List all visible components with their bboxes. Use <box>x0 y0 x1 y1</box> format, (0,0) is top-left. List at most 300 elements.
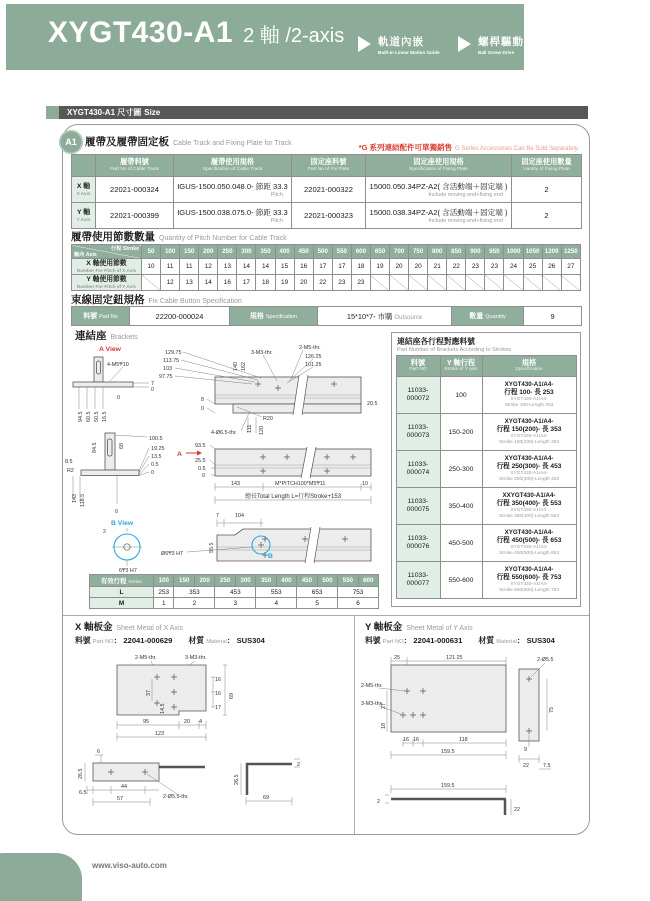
b-element: 規格 <box>249 313 264 320</box>
dimension-label: R20 <box>263 416 273 422</box>
table-cell: 1200 <box>542 245 561 259</box>
rect-element <box>97 361 101 374</box>
table-cell: 1 <box>154 598 174 609</box>
table-cell: 553 <box>256 587 297 598</box>
table-cell: 18 <box>256 275 275 291</box>
table-cell: 22200-000024 <box>130 307 230 326</box>
dimension-label: 16 <box>215 691 221 697</box>
table-cell <box>485 275 504 291</box>
table-cell: 26 <box>542 259 561 275</box>
mat-label-zh: 材質 <box>188 636 205 645</box>
table-cell: 11033-000074 <box>396 451 440 488</box>
span-element: XYGT430-A1/A4- <box>510 396 548 402</box>
table-cell: 800 <box>428 245 447 259</box>
section-title <box>59 106 588 119</box>
span-element: IGUS-1500.050.048.0- 節距 33.3 <box>177 182 288 191</box>
table-row <box>72 259 581 275</box>
dimension-label: 2-M5-thr. <box>361 683 383 689</box>
dimension-label: 69 <box>229 693 235 699</box>
table-cell <box>482 488 576 525</box>
rect-element <box>73 382 133 387</box>
table-cell <box>366 203 512 229</box>
span-element: XYGT430-A1/A4- <box>504 381 554 389</box>
title-zh: 連結座 <box>75 330 107 342</box>
table-cell: 13 <box>218 259 237 275</box>
span-element: Include moving end+fixing end <box>428 218 503 224</box>
table-cell: 14 <box>237 259 256 275</box>
dimension-label: 0.5 <box>198 466 206 472</box>
table-row <box>90 575 379 587</box>
badge-zh: 軌道內嵌 <box>378 36 424 48</box>
i-element: Quantity <box>485 314 506 320</box>
b-element: 料號 <box>83 313 98 320</box>
table-cell: 22021-000399 <box>96 203 174 229</box>
table-cell <box>447 275 466 291</box>
span-element: Part No of Cable Track <box>110 166 159 172</box>
table-cell: 24 <box>504 259 523 275</box>
span-element: Specification <box>515 367 543 373</box>
dimension-label: 18 <box>381 723 387 729</box>
table-cell: 23 <box>485 259 504 275</box>
table-cell <box>440 356 482 377</box>
table-cell <box>72 259 142 275</box>
dimension-label: 16 <box>403 737 409 743</box>
dimension-label: 7 <box>216 513 219 519</box>
dimension-label: 2 <box>297 762 300 768</box>
path-element <box>147 774 177 794</box>
table-cell: 9 <box>524 307 582 326</box>
table-cell: 700 <box>390 245 409 259</box>
span-element: Stroke 250(300)-Length 453 <box>498 476 559 482</box>
table-cell: 19 <box>370 259 389 275</box>
span-element: Stroke 100-Length 253 <box>504 402 554 408</box>
dimension-label: 20 <box>184 719 190 725</box>
tbody-element <box>90 575 379 609</box>
table-cell: 100 <box>161 245 180 259</box>
table-cell: 12 <box>199 259 218 275</box>
span-element: 行程 550(600)- 長 753 <box>496 573 562 581</box>
dimension-label: 143 <box>72 494 78 503</box>
title-en: Sheet Metal of Y Axis <box>406 625 473 632</box>
colon: ： <box>403 636 412 645</box>
dimension-label: Ø6₸3 H7 <box>161 551 184 557</box>
feature-badge-guide <box>358 34 440 55</box>
dimension-label: 159.5 <box>441 749 455 755</box>
table-cell <box>72 245 142 259</box>
dimension-label: 16 <box>413 737 419 743</box>
table-cell: 150 <box>180 245 199 259</box>
table-cell <box>390 275 409 291</box>
table-cell <box>482 525 576 562</box>
table-cell: 16 <box>218 275 237 291</box>
dimension-label: 104 <box>235 513 244 519</box>
table-cell: 950 <box>485 245 504 259</box>
table-row <box>396 525 576 562</box>
title-zh: Y 軸板金 <box>365 622 403 633</box>
b-element: 有效行程 <box>100 578 127 585</box>
table-row <box>72 177 582 203</box>
span-element: 15000.038.34PZ-A2( 含活動端＋固定端 ) <box>369 208 508 217</box>
triangle-icon <box>458 36 471 52</box>
dimension-label: 118 <box>459 737 468 743</box>
part-label-zh: 料號 <box>75 636 91 645</box>
note-zh: *G 系列連結配件可單獨銷售 <box>358 143 453 152</box>
dimension-label: 10 <box>362 481 368 487</box>
table-cell: 22021-000324 <box>96 177 174 203</box>
dimension-label: 2-M5-thr. <box>299 345 321 351</box>
span-element: Number For Pitch of X Axis <box>76 267 137 273</box>
stroke-table <box>89 574 379 609</box>
dimension-label: 84.5 <box>92 442 98 453</box>
table-cell <box>542 275 561 291</box>
dimension-label: 0 <box>117 395 120 401</box>
table-row <box>72 275 581 291</box>
table-cell: 550 <box>332 245 351 259</box>
table-cell: 15 <box>275 259 294 275</box>
tbody-element <box>72 245 581 291</box>
title-zh: 履帶及履帶固定板 <box>85 136 169 148</box>
dimension-label: 123 <box>155 731 164 737</box>
table-cell: 2 <box>174 598 215 609</box>
dimension-label: 22 <box>523 763 529 769</box>
table-cell: 200 <box>194 575 214 587</box>
part-label-en: Part NO <box>382 639 404 645</box>
dimension-label: 75 <box>549 707 555 713</box>
section-marker <box>46 106 59 119</box>
title-en: Cable Track and Fixing Plate for Track <box>173 140 292 147</box>
table-cell: L <box>90 587 154 598</box>
dimension-label: 143 <box>231 481 240 487</box>
table-row <box>396 451 576 488</box>
table-cell: 250 <box>215 575 235 587</box>
rect-element <box>81 470 139 476</box>
dimension-label: 37 <box>146 690 152 696</box>
table-cell: 20 <box>390 259 409 275</box>
title-en: Quantity of Pitch Number for Cable Track <box>159 235 287 242</box>
table-cell: 100 <box>154 575 174 587</box>
table-cell <box>396 356 440 377</box>
table-cell: 2 <box>512 177 582 203</box>
polygon-element <box>217 529 371 561</box>
table-cell <box>366 177 512 203</box>
dimension-label: 0 <box>202 473 205 479</box>
dimension-label: 97.75 <box>159 374 173 380</box>
table-cell: 450-500 <box>440 525 482 562</box>
dimension-label: R2 <box>67 468 74 474</box>
rect-element <box>108 439 113 456</box>
table-cell <box>142 275 161 291</box>
path-element <box>246 763 292 795</box>
content-card <box>62 124 590 835</box>
sheet-y-partrow <box>365 635 569 646</box>
path-element <box>112 528 142 547</box>
dimension-label: 16.5 <box>102 411 108 422</box>
dimension-label: 111 <box>247 424 253 433</box>
table-row <box>396 562 576 599</box>
path-element <box>210 445 215 475</box>
dimension-label: 126.25 <box>305 354 322 360</box>
table-cell: 500 <box>313 245 332 259</box>
table-cell: 200 <box>199 245 218 259</box>
table-cell: 300 <box>237 245 256 259</box>
table-cell: 12 <box>161 275 180 291</box>
sheet-x-drawing <box>65 651 354 829</box>
dimension-label: 6.5 <box>79 790 87 796</box>
dimension-label: 101.25 <box>305 362 322 368</box>
dimension-label: 0 <box>201 406 204 412</box>
table-cell: 150-200 <box>440 414 482 451</box>
feature-badge-screw <box>458 34 524 55</box>
table-cell: 15*10*7- 市購 Outsource <box>318 307 452 326</box>
dimension-label: 44 <box>121 784 127 790</box>
section-bar <box>46 106 588 119</box>
table-cell: 17 <box>332 259 351 275</box>
table-cell: 450 <box>297 575 317 587</box>
part-no: 22041-000631 <box>413 636 463 645</box>
dimension-label: 8 <box>201 397 204 403</box>
dimension-label: 118.5 <box>80 493 86 507</box>
span-element: Specification of Fixing Plate <box>409 166 468 172</box>
span-element: XYGT430-A1/A4- <box>510 470 548 476</box>
dimension-label: 121.25 <box>446 655 463 661</box>
span-element: Stroke 450(500)-Length 653 <box>498 550 559 556</box>
path-element <box>217 519 263 527</box>
table-cell: 1050 <box>523 245 542 259</box>
table-cell: 500 <box>317 575 337 587</box>
span-element: 規格 <box>521 357 537 367</box>
dimension-label: B View <box>111 520 134 527</box>
dimension-label: 3-M3-thr. <box>251 350 273 356</box>
span-element: 行程 Stroke <box>111 246 139 252</box>
colon: ： <box>226 636 235 645</box>
dimension-label: 14.5 <box>160 703 166 714</box>
header-band <box>6 4 524 70</box>
span-element: Y 軸行程 <box>446 357 476 367</box>
table-cell: 100 <box>440 377 482 414</box>
dimension-label: 9 <box>524 747 527 753</box>
table-cell <box>72 203 96 229</box>
horizontal-divider <box>63 615 589 616</box>
title-en: Sheet Metal of X Axis <box>116 625 184 632</box>
title-group <box>48 16 344 50</box>
table-cell: 250-300 <box>440 451 482 488</box>
badge-zh: 螺桿驅動 <box>478 36 524 48</box>
span-element: 固定座料號 <box>310 157 347 167</box>
span-element: 行程 250(300)- 長 453 <box>496 462 562 470</box>
span-element: Specification of Cable Track <box>202 166 263 172</box>
dimension-label: 103 <box>163 366 172 372</box>
table-cell: 3 <box>215 598 256 609</box>
table-cell: 150 <box>174 575 194 587</box>
table-cell <box>428 275 447 291</box>
dimension-label: 140 <box>233 362 239 371</box>
table-cell: 400 <box>275 245 294 259</box>
title-en: Part Number of Brackets According to Strokes <box>397 347 512 353</box>
rect-element <box>93 763 159 781</box>
table-cell <box>292 155 366 177</box>
table-cell: 10 <box>142 259 161 275</box>
span-element: Pitch <box>270 218 283 224</box>
dimension-label: 17 <box>215 705 221 711</box>
dimension-label: M*PITCH100*M5₸11 <box>275 481 326 487</box>
dimension-label: 13.5 <box>151 454 162 460</box>
span-element: 履帶使用規格 <box>210 157 255 167</box>
note-en: G Series Accessories Can Be Sold Separately. <box>455 146 579 152</box>
span-element: XYGT430-A1/A4- <box>504 455 554 463</box>
table-cell: 17 <box>237 275 256 291</box>
subtitle: 2 軸 /2-axis <box>243 25 345 47</box>
table-row <box>90 598 379 609</box>
title-en: Brackets <box>110 334 138 341</box>
table-cell: 250 <box>218 245 237 259</box>
span-element: XYGT430-A1/A4- <box>510 581 548 587</box>
material: SUS304 <box>526 636 555 645</box>
title-zh: 連結座各行程對應料號 <box>397 337 475 346</box>
table-row <box>396 377 576 414</box>
table-row <box>72 307 582 326</box>
title-zh: X 軸板金 <box>75 622 113 633</box>
table-cell <box>482 562 576 599</box>
table-cell: 650 <box>370 245 389 259</box>
table-cell: 450 <box>294 245 313 259</box>
table-cell: 400 <box>276 575 296 587</box>
b-element: 數量 <box>469 313 484 320</box>
table-cell <box>452 307 524 326</box>
table-cell <box>174 177 292 203</box>
table-cell <box>482 356 576 377</box>
table-cell: 5 <box>297 598 338 609</box>
span-element: Y 軸使用節數 <box>86 275 127 283</box>
colon: ： <box>516 636 525 645</box>
table-cell <box>482 451 576 488</box>
table-cell: 20 <box>409 259 428 275</box>
table-cell: 50 <box>142 245 161 259</box>
span-element: Stroke 150(200)-Length 353 <box>498 439 559 445</box>
rect-element <box>215 377 361 404</box>
part-label-zh: 料號 <box>365 636 381 645</box>
span-element: X 軸 <box>76 182 91 190</box>
sheet-y-title <box>365 619 473 633</box>
dimension-label: 6 <box>97 749 100 755</box>
dimension-label: 95 <box>143 719 149 725</box>
path-element <box>391 799 506 815</box>
i-element: Outsource <box>394 314 423 321</box>
dimension-label: 55.5 <box>209 542 215 553</box>
span-element: Number For Pitch of Y Axis <box>76 283 137 289</box>
dimension-label: 2 <box>103 529 106 535</box>
dimension-label: 4-Ø6.5-thr. <box>211 430 237 436</box>
table-cell: 20 <box>294 275 313 291</box>
table-cell: 300 <box>235 575 255 587</box>
path-element <box>246 759 300 805</box>
mat-label-zh: 材質 <box>478 636 495 645</box>
cable-track-title <box>85 134 292 149</box>
table-row <box>396 414 576 451</box>
bracket-parts-box <box>391 332 581 607</box>
table-cell: 350 <box>256 245 275 259</box>
dimension-label: 3-M3-thr. <box>185 655 207 661</box>
dimension-label: 16 <box>215 677 221 683</box>
badge-text <box>478 34 524 55</box>
dimension-label: 26.5 <box>78 768 84 779</box>
span-element: 行程 100- 長 253 <box>504 388 554 396</box>
dimension-label: 2-M5-thr. <box>135 655 157 661</box>
span-element: XYGT430-A1/A4- <box>504 418 554 426</box>
span-element: Y Axis <box>76 216 91 222</box>
table-cell: 11033-000076 <box>396 525 440 562</box>
title-en: Fix Cable Button Specification <box>148 298 242 305</box>
table-cell: 22021-000322 <box>292 177 366 203</box>
table-cell <box>174 203 292 229</box>
table-cell <box>482 414 576 451</box>
polygon-element <box>197 451 202 456</box>
badge-text <box>378 34 440 55</box>
table-cell: 17 <box>313 259 332 275</box>
table-cell: 900 <box>466 245 485 259</box>
cable-track-table <box>71 154 582 229</box>
material: SUS304 <box>236 636 265 645</box>
table-row <box>72 155 582 177</box>
table-cell <box>561 275 580 291</box>
tbody-element <box>396 356 576 599</box>
dimension-label: 60.5 <box>86 411 92 422</box>
dimension-label: 總長Total Length L=行程Stroke+153 <box>244 494 342 500</box>
part-no: 22041-000629 <box>123 636 173 645</box>
span-element: 行程 450(500)- 長 653 <box>496 536 562 544</box>
table-cell: 753 <box>338 587 379 598</box>
dimension-label: 25 <box>394 655 400 661</box>
span-element: XYGT430-A1/A4- <box>510 507 548 513</box>
dimension-label: 162 <box>241 362 247 371</box>
table-cell: 11033-000075 <box>396 488 440 525</box>
table-cell: 25 <box>523 259 542 275</box>
dimension-label: 7.5 <box>543 763 551 769</box>
table-cell: 550-600 <box>440 562 482 599</box>
table-cell: 4 <box>256 598 297 609</box>
rect-element <box>215 449 371 476</box>
dimension-label: 159.5 <box>441 783 455 789</box>
dimension-label: A <box>177 451 182 458</box>
span-element: Uantity of Fixing Plate <box>523 166 570 172</box>
span-element: XYGT430-A1/A4- <box>510 433 548 439</box>
table-cell: 22 <box>313 275 332 291</box>
table-cell: 27 <box>561 259 580 275</box>
table-cell <box>230 307 318 326</box>
section-title-en: Size <box>144 108 161 117</box>
span-element: Stroke of Y axis <box>444 367 478 373</box>
table-row <box>72 203 582 229</box>
table-cell <box>96 155 174 177</box>
table-cell: 16 <box>294 259 313 275</box>
dimension-label: 68 <box>119 443 125 449</box>
g-series-note <box>359 142 579 153</box>
path-element <box>95 755 103 763</box>
table-cell: M <box>90 598 154 609</box>
table-cell: 11 <box>161 259 180 275</box>
mat-label-en: Material <box>496 639 517 645</box>
table-cell: 11033-000077 <box>396 562 440 599</box>
dimension-label: 22 <box>514 807 520 813</box>
dimension-label: 19.25 <box>151 446 165 452</box>
dimension-label: 113.75 <box>163 358 180 364</box>
table-cell <box>409 275 428 291</box>
table-cell <box>72 177 96 203</box>
table-row <box>396 356 576 377</box>
table-cell: 253 <box>154 587 174 598</box>
triangle-icon <box>358 36 371 52</box>
span-element: 料號 <box>410 357 426 367</box>
table-cell <box>72 155 96 177</box>
